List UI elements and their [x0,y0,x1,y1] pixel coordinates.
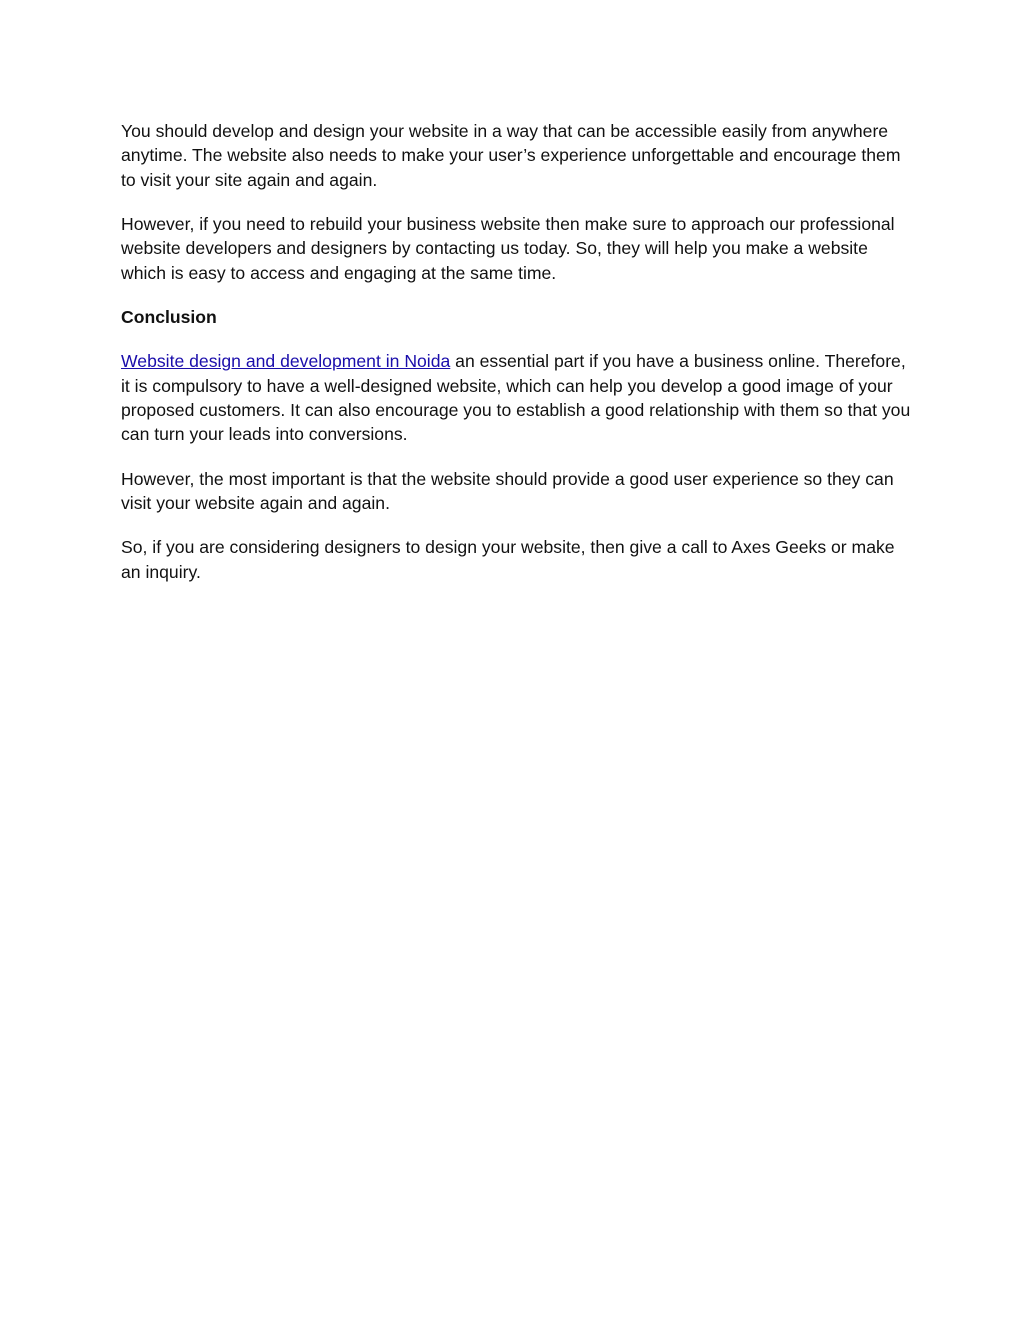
document-body [121,119,911,604]
paragraph-user-experience: However, the most important is that the website should provide a good user experience so they can visit your website again and again. [121,468,894,514]
paragraph-call-to-action: So, if you are considering designers to design your website, then give a call to Axes Geeks or make an inquiry. [121,537,895,582]
website-design-link[interactable]: Website design and development in Noida [121,351,451,372]
paragraph-rebuild: However, if you need to rebuild your business website then make sure to approach our professional website developers and designers by contacting us today. So, they will help you make a website which is easy to access and engaging at the same time. [121,214,895,283]
paragraph-accessibility: You should develop and design your website in a way that can be accessible easily from anywhere anytime. The website also needs to make your user’s experience unforgettable and encourage them to visit your site again and again. [121,121,901,190]
paragraph-conclusion-intro [121,349,911,447]
section-heading-conclusion: Conclusion [121,307,217,328]
paragraph-conclusion-intro-text: an essential part if you have a business online. Therefore, it is compulsory to have a well-designed website, which can help you develop a good image of your proposed customers. It can also encourage you to establish a good relationship with them so that you can turn your leads into conversions. [121,351,911,445]
